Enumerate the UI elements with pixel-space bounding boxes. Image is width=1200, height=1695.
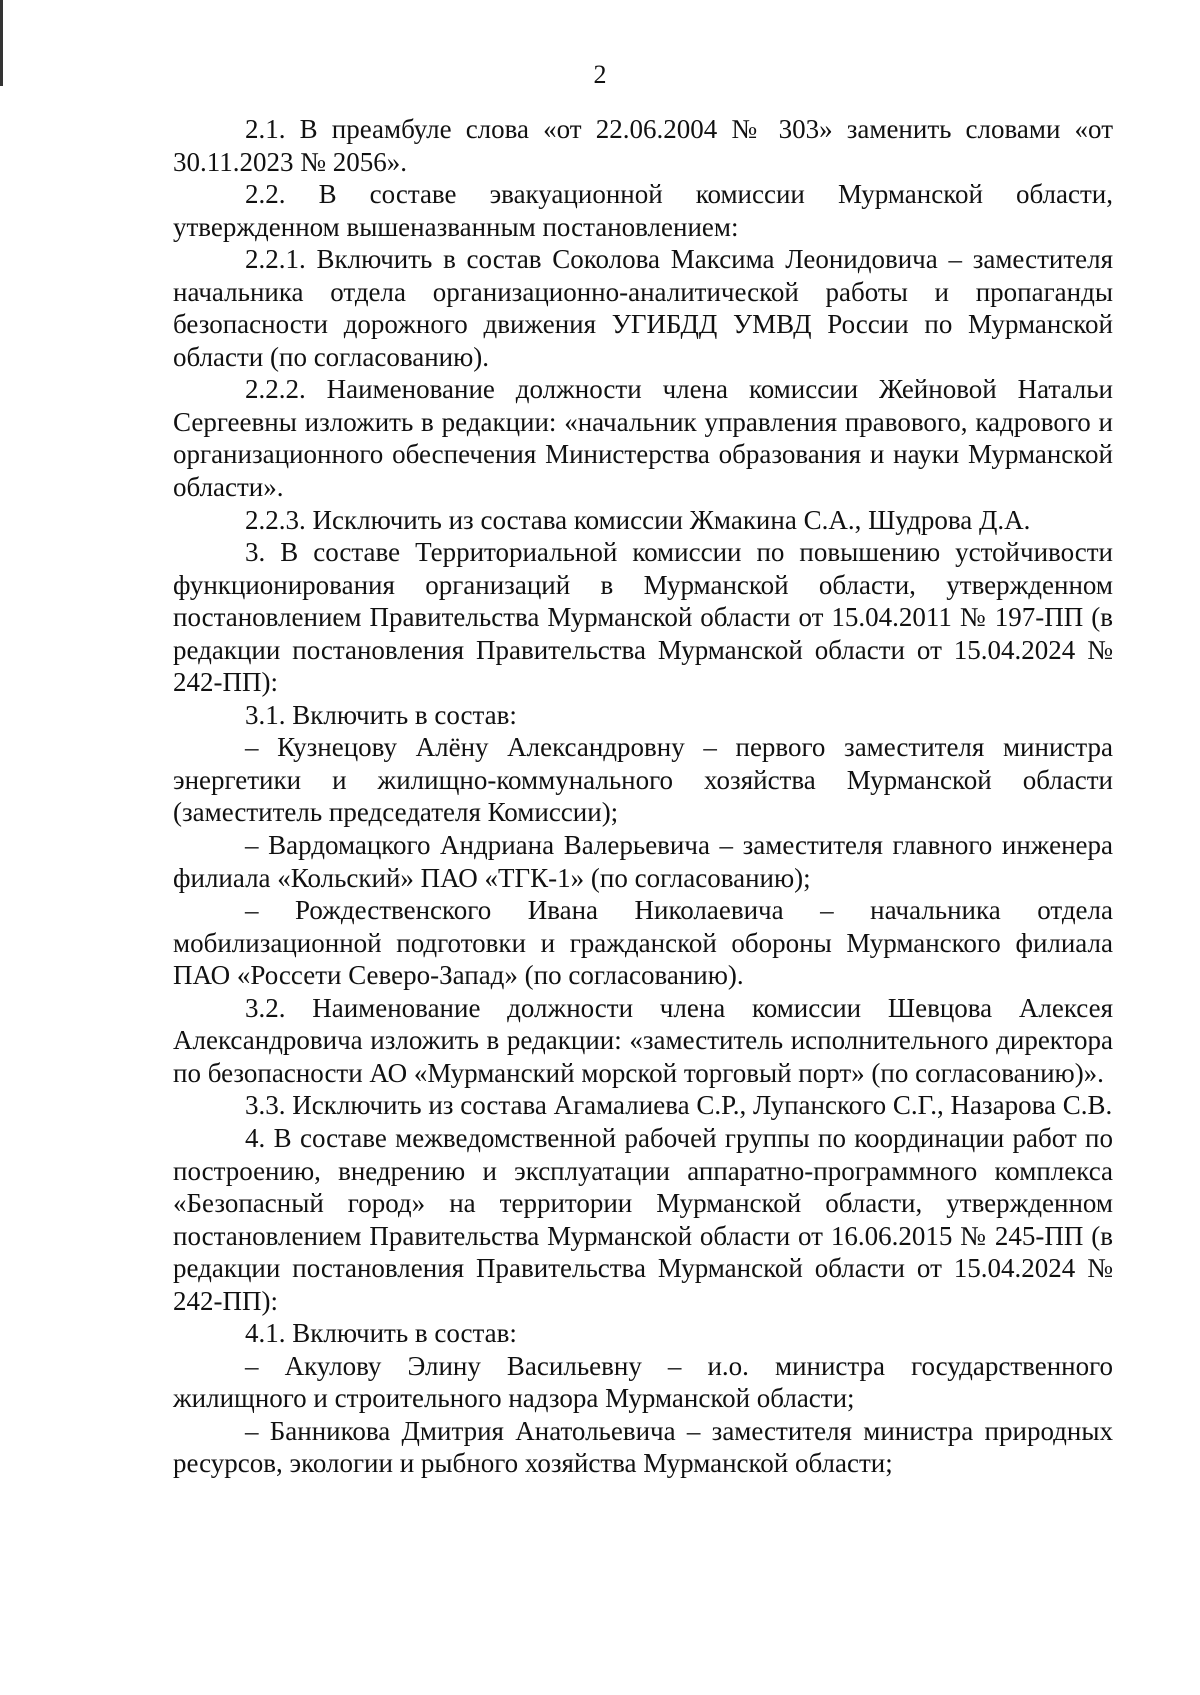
list-item: – Кузнецову Алёну Александровну – первого заместителя министра энергетики и жилищно-коммунального хозяйства Мурманской области (заместитель председателя Комиссии); <box>173 732 1113 828</box>
paragraph: 2.1. В преамбуле слова «от 22.06.2004 № 303» заменить словами «от 30.11.2023 № 2056». <box>173 114 1113 177</box>
paragraph: 3. В составе Территориальной комиссии по повышению устойчивости функционирования организаций в Мурманской области, утвержденном постановлением Правительства Мурманской области от 15.04.2011 № 197-ПП (в редакции постановления Правительства Мурманской области от 15.04.2024 № 242-ПП): <box>173 537 1113 698</box>
list-item: – Банникова Дмитрия Анатольевича – заместителя министра природных ресурсов, экологии и рыбного хозяйства Мурманской области; <box>173 1415 1113 1479</box>
paragraph: 2.2.3. Исключить из состава комиссии Жмакина С.А., Шудрова Д.А. <box>245 504 1031 535</box>
page-number: 2 <box>593 60 607 89</box>
paragraph: 4.1. Включить в состав: <box>245 1318 517 1349</box>
paragraph: 3.3. Исключить из состава Агамалиева С.Р., Лупанского С.Г., Назарова С.В. <box>245 1090 1113 1121</box>
list-item: – Акулову Элину Васильевну – и.о. министра государственного жилищного и строительного надзора Мурманской области; <box>173 1350 1113 1414</box>
paragraph: 2.2.2. Наименование должности члена комиссии Жейновой Натальи Сергеевны изложить в редакции: «начальник управления правового, кадрового и организационного обеспечения Министерства образования и науки Мурманской области». <box>173 374 1113 503</box>
paragraph: 3.1. Включить в состав: <box>245 699 517 730</box>
paragraph: 3.2. Наименование должности члена комиссии Шевцова Алексея Александровича изложить в редакции: «заместитель исполнительного директора по безопасности АО «Мурманский морской торговый порт» (по согласованию)». <box>173 992 1113 1088</box>
list-item: – Рождественского Ивана Николаевича – начальника отдела мобилизационной подготовки и гражданской обороны Мурманского филиала ПАО «Россети Северо-Запад» (по согласованию). <box>173 895 1113 991</box>
paragraph: 2.2. В составе эвакуационной комиссии Мурманской области, утвержденном вышеназванным постановлением: <box>173 179 1113 242</box>
paragraph: 2.2.1. Включить в состав Соколова Максима Леонидовича – заместителя начальника отдела организационно-аналитической работы и пропаганды безопасности дорожного движения УГИБДД УМВД России по Мурманской области (по согласованию). <box>173 244 1113 372</box>
paragraph: 4. В составе межведомственной рабочей группы по координации работ по построению, внедрению и эксплуатации аппаратно-программного комплекса «Безопасный город» на территории Мурманской области, утвержденном постановлением Правительства Мурманской области от 16.06.2015 № 245-ПП (в редакции постановления Правительства Мурманской области от 15.04.2024 № 242-ПП): <box>173 1122 1113 1316</box>
document-body <box>173 113 1113 1480</box>
list-item: – Вардомацкого Андриана Валерьевича – заместителя главного инженера филиала «Кольский» ПАО «ТГК-1» (по согласованию); <box>173 830 1113 893</box>
